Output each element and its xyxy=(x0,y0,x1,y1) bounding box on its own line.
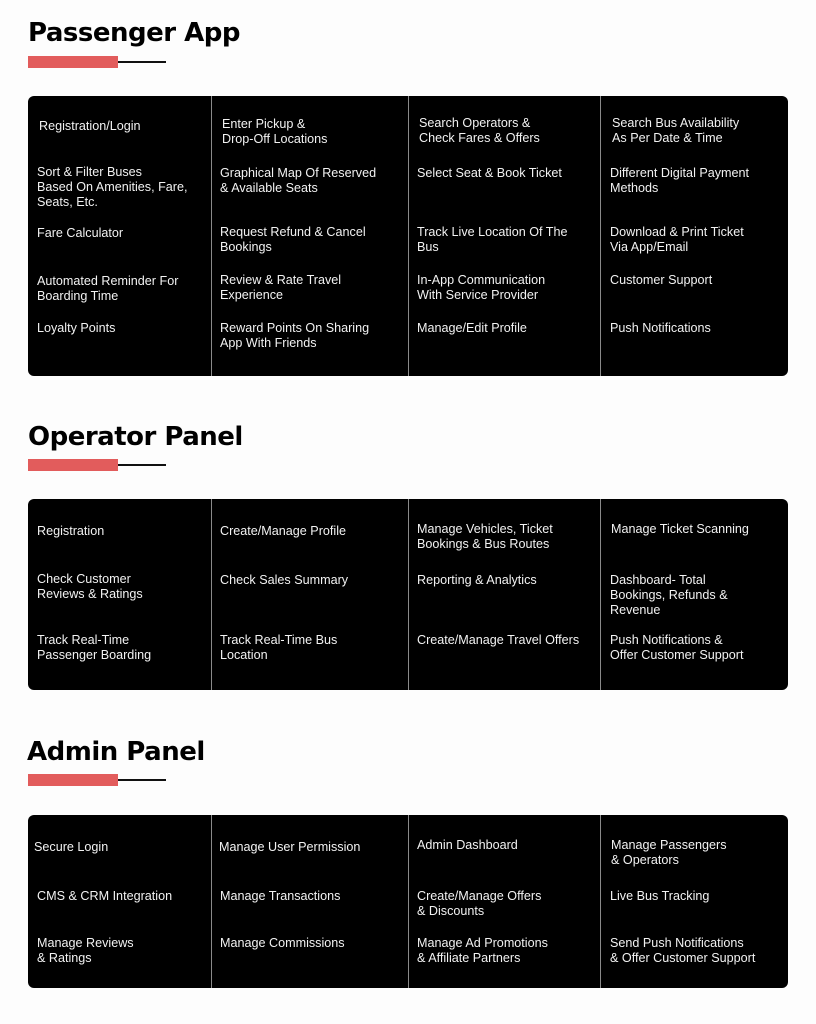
feature-item: Check Sales Summary xyxy=(220,573,349,587)
feature-item: Graphical Map Of Reserved & Available Seats xyxy=(220,166,377,195)
feature-item: Manage Reviews & Ratings xyxy=(37,936,134,965)
feature-item: Registration xyxy=(37,524,105,538)
feature-item: Track Live Location Of The Bus xyxy=(417,225,568,254)
feature-item: CMS & CRM Integration xyxy=(37,889,173,903)
feature-item: Manage Transactions xyxy=(220,889,341,903)
feature-item: Send Push Notifications & Offer Customer Support xyxy=(610,936,756,965)
feature-item: Admin Dashboard xyxy=(417,838,518,852)
section-title-admin-panel: Admin Panel xyxy=(27,737,205,767)
feature-item: Manage Ticket Scanning xyxy=(611,522,749,536)
feature-item: In-App Communication With Service Provider xyxy=(417,273,546,302)
section-title-operator-panel: Operator Panel xyxy=(28,422,243,452)
feature-item: Search Operators & Check Fares & Offers xyxy=(419,116,540,145)
passenger-app-features-panel xyxy=(28,96,788,376)
feature-item: Registration/Login xyxy=(39,119,141,133)
feature-item: Push Notifications xyxy=(610,321,711,335)
feature-item: Reporting & Analytics xyxy=(417,573,537,587)
title-underline xyxy=(28,56,168,68)
feature-item: Manage Vehicles, Ticket Bookings & Bus Routes xyxy=(417,522,553,551)
underline-rule xyxy=(118,779,166,781)
column-divider xyxy=(408,499,409,690)
column-divider xyxy=(408,815,409,988)
feature-item: Request Refund & Cancel Bookings xyxy=(220,225,366,254)
feature-item: Create/Manage Offers & Discounts xyxy=(417,889,542,918)
underline-accent xyxy=(28,56,118,68)
title-underline xyxy=(28,459,168,471)
feature-item: Track Real-Time Passenger Boarding xyxy=(37,633,152,662)
column-divider xyxy=(600,96,601,376)
operator-panel-features-panel xyxy=(28,499,788,690)
feature-item: Manage User Permission xyxy=(219,840,361,854)
feature-item: Customer Support xyxy=(610,273,713,287)
feature-item: Download & Print Ticket Via App/Email xyxy=(610,225,744,254)
feature-item: Secure Login xyxy=(34,840,109,854)
column-divider xyxy=(408,96,409,376)
feature-item: Manage Commissions xyxy=(220,936,345,950)
feature-item: Loyalty Points xyxy=(37,321,116,335)
feature-item: Manage/Edit Profile xyxy=(417,321,527,335)
feature-item: Search Bus Availability As Per Date & Time xyxy=(612,116,740,145)
feature-item: Reward Points On Sharing App With Friends xyxy=(220,321,370,350)
feature-item: Review & Rate Travel Experience xyxy=(220,273,342,302)
underline-rule xyxy=(118,464,166,466)
feature-item: Track Real-Time Bus Location xyxy=(220,633,338,662)
feature-item: Check Customer Reviews & Ratings xyxy=(37,572,143,601)
feature-item: Fare Calculator xyxy=(37,226,124,240)
feature-item: Dashboard- Total Bookings, Refunds & Revenue xyxy=(610,573,728,617)
feature-item: Sort & Filter Buses Based On Amenities, Fare, Seats, Etc. xyxy=(37,165,188,209)
column-divider xyxy=(600,499,601,690)
feature-item: Automated Reminder For Boarding Time xyxy=(37,274,179,303)
column-divider xyxy=(600,815,601,988)
underline-accent xyxy=(28,459,118,471)
feature-item: Push Notifications & Offer Customer Support xyxy=(610,633,744,662)
title-underline xyxy=(28,774,168,786)
feature-item: Manage Passengers & Operators xyxy=(611,838,727,867)
feature-item: Live Bus Tracking xyxy=(610,889,710,903)
section-title-passenger-app: Passenger App xyxy=(28,18,240,48)
feature-item: Different Digital Payment Methods xyxy=(610,166,750,195)
underline-accent xyxy=(28,774,118,786)
admin-panel-features-panel xyxy=(28,815,788,988)
feature-item: Enter Pickup & Drop-Off Locations xyxy=(222,117,328,146)
feature-item: Select Seat & Book Ticket xyxy=(417,166,562,180)
feature-item: Manage Ad Promotions & Affiliate Partners xyxy=(417,936,548,965)
underline-rule xyxy=(118,61,166,63)
feature-item: Create/Manage Travel Offers xyxy=(417,633,580,647)
feature-item: Create/Manage Profile xyxy=(220,524,347,538)
